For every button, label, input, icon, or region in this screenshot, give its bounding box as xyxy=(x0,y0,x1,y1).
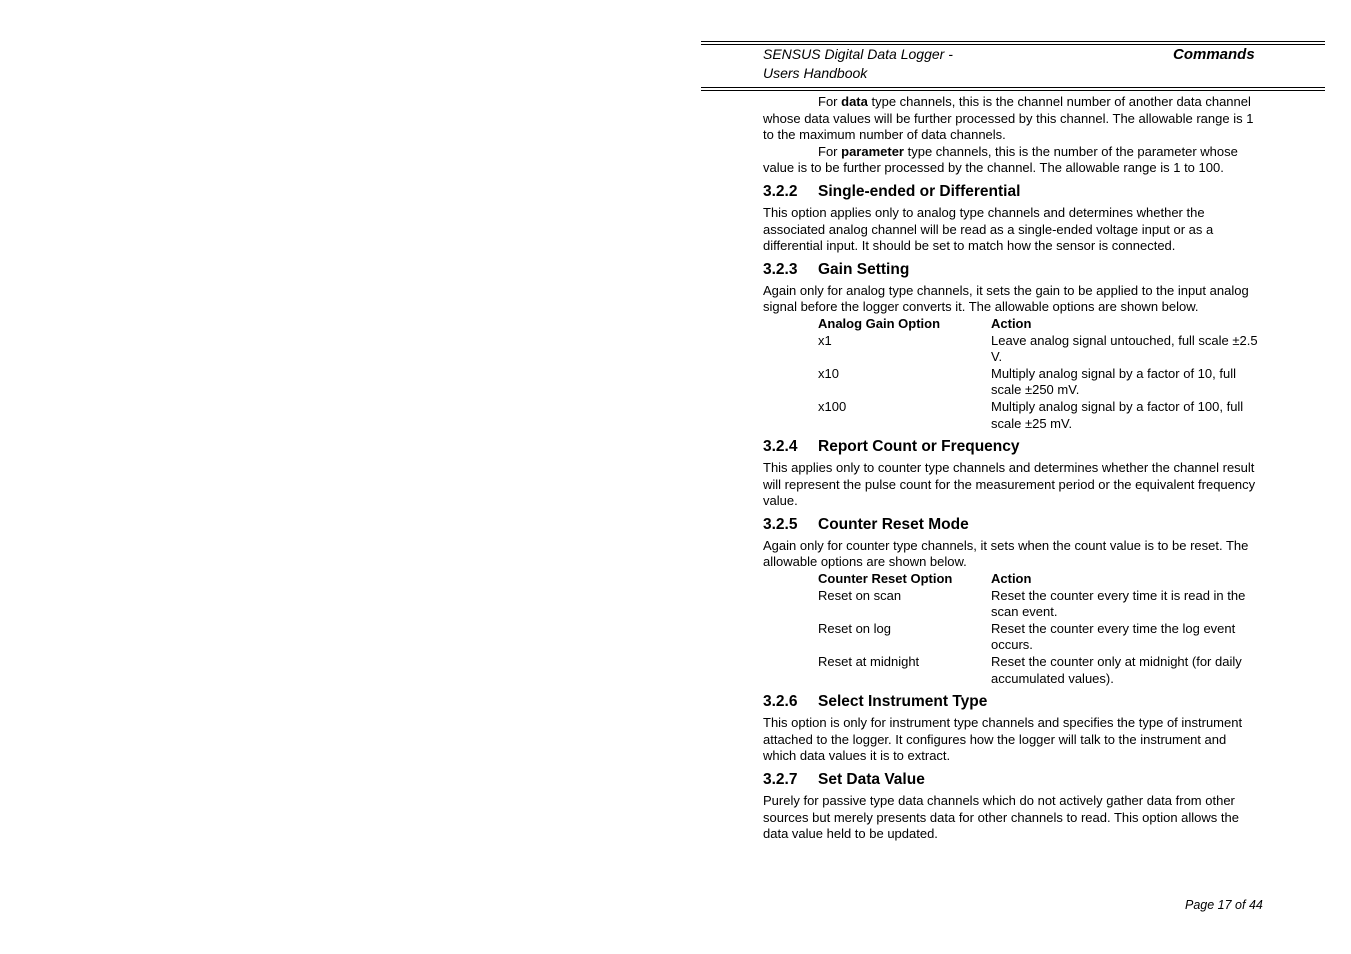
header-title-line1: SENSUS Digital Data Logger - xyxy=(763,46,953,62)
header-title-line2: Users Handbook xyxy=(763,65,868,81)
table-cell-option: Reset on scan xyxy=(818,587,902,603)
header-doc-title xyxy=(763,45,953,83)
section-body-3-2-2: This option applies only to analog type channels and determines whether the associated analog channel will be read as a single-ended voltage input or as a differential input. It should be set to match how the sensor is connected. xyxy=(763,204,1214,254)
table-cell-option: x100 xyxy=(818,398,847,414)
section-heading-3-2-5: 3.2.5 Counter Reset Mode xyxy=(763,515,969,533)
term-data: data xyxy=(841,94,868,109)
table-cell-action: Reset the counter only at midnight (for daily accumulated values). xyxy=(991,654,1242,686)
table-cell-action: Multiply analog signal by a factor of 100, full scale ±25 mV. xyxy=(991,398,1244,431)
section-heading-3-2-3: 3.2.3 Gain Setting xyxy=(763,260,910,278)
section-body-3-2-4: This applies only to counter type channels and determines whether the channel result will represent the pulse count for the measurement period or the equivalent frequency value. xyxy=(763,460,1256,509)
table-cell-action: Leave analog signal untouched, full scale ±2.5 V. xyxy=(991,332,1258,365)
intro-paragraph-2: For parameter type channels, this is the number of the parameter whose value is to be further processed by the channel. The allowable range is 1 to 100. xyxy=(763,143,1238,176)
page-content xyxy=(763,94,1263,843)
section-body-3-2-7: Purely for passive type data channels which do not actively gather data from other sources but merely presents data for other channels to read. This option allows the data value held to be updated. xyxy=(763,793,1239,842)
header-rule-bottom-1 xyxy=(701,87,1325,88)
section-heading-3-2-6: 3.2.6 Select Instrument Type xyxy=(763,693,988,711)
page-number: Page 17 of 44 xyxy=(1185,898,1263,912)
header-section-name: Commands xyxy=(1173,46,1255,63)
table-header-action: Action xyxy=(991,315,1032,331)
header-rule-top-1 xyxy=(701,41,1325,42)
header-rule-bottom-2 xyxy=(701,90,1325,91)
section-heading-3-2-7: 3.2.7 Set Data Value xyxy=(763,771,925,788)
table-cell-action: Multiply analog signal by a factor of 10, full scale ±250 mV. xyxy=(991,365,1236,398)
table-cell-action: Reset the counter every time it is read in the scan event. xyxy=(991,587,1246,620)
table-cell-action: Reset the counter every time the log event occurs. xyxy=(991,620,1236,653)
table-cell-option: Reset at midnight xyxy=(818,654,920,670)
reset-options-table xyxy=(818,571,1263,687)
section-body-3-2-3: Again only for analog type channels, it sets the gain to be applied to the input analog signal before the logger converts it. The allowable options are shown below. xyxy=(763,282,1249,315)
section-heading-3-2-4: 3.2.4 Report Count or Frequency xyxy=(763,438,1020,456)
table-header-option: Counter Reset Option xyxy=(818,571,953,587)
section-heading-3-2-2: 3.2.2 Single-ended or Differential xyxy=(763,182,1021,200)
table-header-option: Analog Gain Option xyxy=(818,315,941,331)
intro-paragraph-1: For data type channels, this is the channel number of another data channel whose data values will be further processed by this channel. The allowable range is 1 to the maximum number of data channels. xyxy=(763,94,1254,143)
term-parameter: parameter xyxy=(841,143,904,159)
gain-options-table xyxy=(818,316,1263,432)
table-header-action: Action xyxy=(991,571,1032,587)
table-cell-option: x1 xyxy=(818,332,832,348)
table-cell-option: x10 xyxy=(818,365,839,381)
section-body-3-2-5: Again only for counter type channels, it sets when the count value is to be reset. The allowable options are shown below. xyxy=(763,537,1249,570)
section-body-3-2-6: This option is only for instrument type channels and specifies the type of instrument attached to the logger. It configures how the logger will talk to the instrument and which data values it is to extract. xyxy=(763,715,1243,764)
table-cell-option: Reset on log xyxy=(818,620,891,636)
